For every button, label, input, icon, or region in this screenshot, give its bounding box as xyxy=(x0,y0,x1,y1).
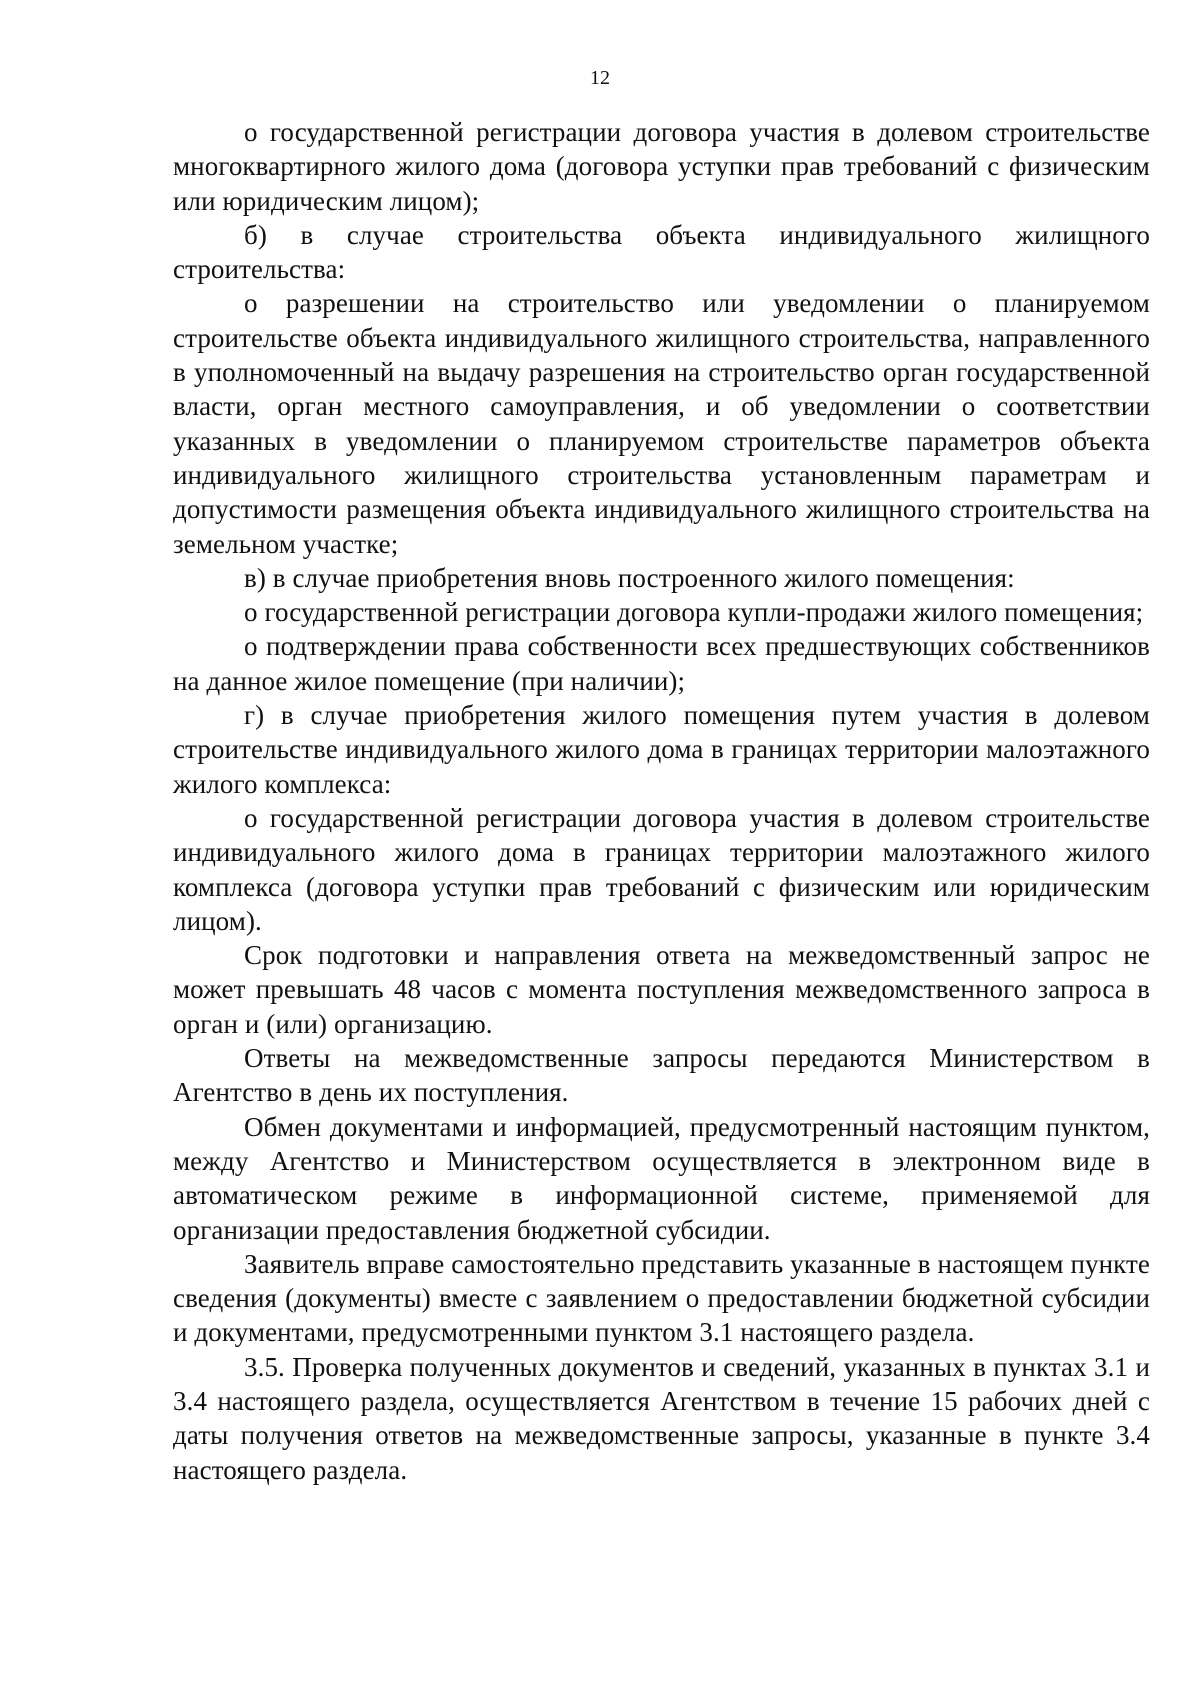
paragraph-responses-transfer: Ответы на межведомственные запросы передаются Министерством в Агентство в день их поступления. xyxy=(173,1043,1150,1108)
paragraph-section-3-5: 3.5. Проверка полученных документов и сведений, указанных в пунктах 3.1 и 3.4 настоящего раздела, осуществляется Агентством в течение 15 рабочих дней с даты получения ответов на межведомственные запросы, указанные в пункте 3.4 настоящего раздела. xyxy=(173,1351,1150,1485)
paragraph-registration-shared-construction: о государственной регистрации договора участия в долевом строительстве многоквартирного жилого дома (договора уступки прав требований с физическим или юридическим лицом); xyxy=(173,117,1150,216)
paragraph-sale-registration: о государственной регистрации договора купли-продажи жилого помещения; xyxy=(244,597,1144,628)
paragraph-item-b: б) в случае строительства объекта индивидуального жилищного строительства: xyxy=(173,219,1150,285)
paragraph-response-deadline: Срок подготовки и направления ответа на межведомственный запрос не может превышать 48 часов с момента поступления межведомственного запроса в орган и (или) организацию. xyxy=(173,940,1150,1039)
paragraph-ownership-confirmation: о подтверждении права собственности всех предшествующих собственников на данное жилое помещение (при наличии); xyxy=(173,631,1150,696)
paragraph-item-v: в) в случае приобретения вновь построенного жилого помещения: xyxy=(244,562,1015,593)
paragraph-electronic-exchange: Обмен документами и информацией, предусмотренный настоящим пунктом, между Агентство и Министерством осуществляется в электронном виде в автоматическом режиме в информационной системе, применяемой для организации предоставления бюджетной субсидии. xyxy=(173,1111,1150,1245)
paragraph-item-g: г) в случае приобретения жилого помещения путем участия в долевом строительстве индивидуального жилого дома в границах территории малоэтажного жилого комплекса: xyxy=(173,700,1150,799)
paragraph-registration-low-rise: о государственной регистрации договора участия в долевом строительстве индивидуального жилого дома в границах территории малоэтажного жилого комплекса (договора уступки прав требований с физическим или юридическим лицом). xyxy=(173,802,1150,936)
page-number: 12 xyxy=(590,67,610,89)
paragraph-applicant-right: Заявитель вправе самостоятельно представить указанные в настоящем пункте сведения (документы) вместе с заявлением о предоставлении бюджетной субсидии и документами, предусмотренными пунктом 3.1 настоящего раздела. xyxy=(173,1248,1150,1348)
document-body xyxy=(173,115,1150,1487)
paragraph-construction-permit: о разрешении на строительство или уведомлении о планируемом строительстве объекта индивидуального жилищного строительства, направленного в уполномоченный на выдачу разрешения на строительство орган государственной власти, орган местного самоуправления, и об уведомлении о соответствии указанных в уведомлении о планируемом строительстве параметров объекта индивидуального жилищного строительства установленным параметрам и допустимости размещения объекта индивидуального жилищного строительства на земельном участке; xyxy=(173,288,1150,559)
